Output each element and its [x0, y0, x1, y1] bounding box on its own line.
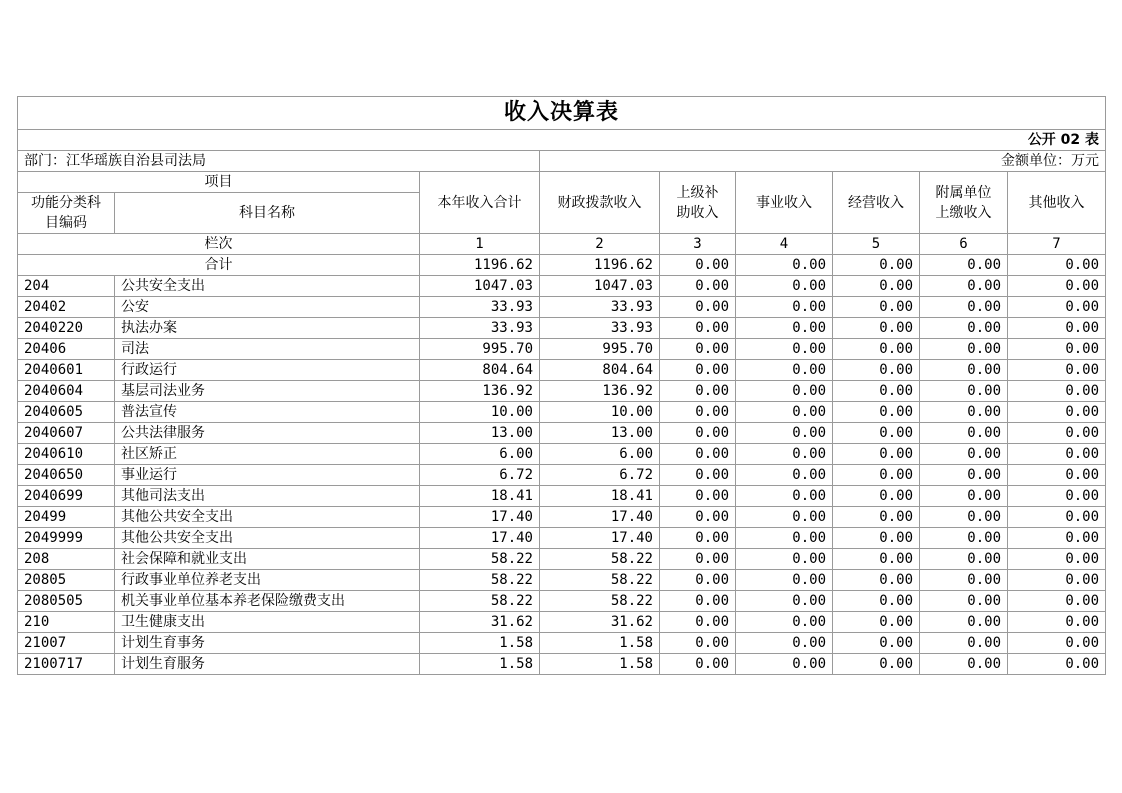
amount-cell: 0.00 — [1008, 486, 1106, 507]
subject-name: 其他司法支出 — [115, 486, 420, 507]
amount-cell: 31.62 — [540, 612, 660, 633]
amount-cell: 0.00 — [833, 528, 920, 549]
total-row — [18, 255, 1106, 276]
amount-cell: 0.00 — [920, 486, 1008, 507]
amount-cell: 58.22 — [540, 549, 660, 570]
amount-cell: 31.62 — [420, 612, 540, 633]
amount-cell: 0.00 — [833, 360, 920, 381]
amount-cell: 58.22 — [420, 570, 540, 591]
column-index: 4 — [736, 234, 833, 255]
amount-cell: 0.00 — [833, 318, 920, 339]
amount-cell: 10.00 — [420, 402, 540, 423]
amount-cell: 58.22 — [420, 549, 540, 570]
amount-cell: 804.64 — [540, 360, 660, 381]
unit-label: 金额单位：万元 — [540, 151, 1106, 172]
table-row — [18, 591, 1106, 612]
table-row — [18, 633, 1106, 654]
amount-cell: 0.00 — [833, 339, 920, 360]
amount-cell: 0.00 — [736, 465, 833, 486]
amount-cell: 0.00 — [1008, 528, 1106, 549]
amount-cell: 0.00 — [736, 633, 833, 654]
amount-cell: 0.00 — [1008, 465, 1106, 486]
amount-cell: 0.00 — [920, 381, 1008, 402]
income-statement-table — [17, 96, 1106, 675]
amount-cell: 58.22 — [540, 570, 660, 591]
amount-cell: 0.00 — [920, 276, 1008, 297]
amount-cell: 0.00 — [736, 549, 833, 570]
table-row — [18, 570, 1106, 591]
function-code: 2080505 — [18, 591, 115, 612]
amount-cell: 0.00 — [920, 591, 1008, 612]
amount-cell: 33.93 — [540, 297, 660, 318]
subject-name: 行政事业单位养老支出 — [115, 570, 420, 591]
amount-cell: 0.00 — [736, 318, 833, 339]
header-subject-name: 科目名称 — [115, 193, 420, 234]
amount-cell: 0.00 — [660, 444, 736, 465]
table-row — [18, 465, 1106, 486]
amount-cell: 18.41 — [420, 486, 540, 507]
amount-cell: 0.00 — [833, 381, 920, 402]
column-index: 6 — [920, 234, 1008, 255]
function-code: 204 — [18, 276, 115, 297]
amount-cell: 33.93 — [420, 318, 540, 339]
amount-cell: 17.40 — [420, 528, 540, 549]
subject-name: 其他公共安全支出 — [115, 528, 420, 549]
amount-cell: 0.00 — [833, 654, 920, 675]
function-code: 208 — [18, 549, 115, 570]
amount-cell: 0.00 — [920, 423, 1008, 444]
column-index: 1 — [420, 234, 540, 255]
amount-cell: 1.58 — [420, 633, 540, 654]
amount-cell: 6.00 — [540, 444, 660, 465]
total-value: 0.00 — [920, 255, 1008, 276]
amount-cell: 0.00 — [736, 444, 833, 465]
amount-cell: 0.00 — [920, 465, 1008, 486]
amount-cell: 0.00 — [660, 591, 736, 612]
amount-cell: 0.00 — [736, 381, 833, 402]
amount-cell: 0.00 — [736, 423, 833, 444]
amount-cell: 0.00 — [833, 465, 920, 486]
total-value: 1196.62 — [420, 255, 540, 276]
column-index: 2 — [540, 234, 660, 255]
table-row — [18, 423, 1106, 444]
amount-cell: 0.00 — [660, 339, 736, 360]
amount-cell: 0.00 — [833, 633, 920, 654]
amount-cell: 0.00 — [660, 549, 736, 570]
table-row — [18, 339, 1106, 360]
function-code: 2040607 — [18, 423, 115, 444]
column-index: 3 — [660, 234, 736, 255]
amount-cell: 0.00 — [736, 612, 833, 633]
amount-cell: 0.00 — [833, 549, 920, 570]
amount-cell: 0.00 — [736, 591, 833, 612]
amount-cell: 136.92 — [420, 381, 540, 402]
amount-cell: 0.00 — [920, 402, 1008, 423]
function-code: 2049999 — [18, 528, 115, 549]
subject-name: 公安 — [115, 297, 420, 318]
header-item: 项目 — [18, 172, 420, 193]
amount-cell: 0.00 — [1008, 654, 1106, 675]
function-code: 20499 — [18, 507, 115, 528]
amount-cell: 0.00 — [833, 423, 920, 444]
amount-cell: 0.00 — [1008, 276, 1106, 297]
amount-cell: 0.00 — [736, 360, 833, 381]
amount-cell: 0.00 — [833, 486, 920, 507]
function-code: 20805 — [18, 570, 115, 591]
amount-cell: 0.00 — [833, 276, 920, 297]
amount-cell: 0.00 — [920, 360, 1008, 381]
amount-cell: 0.00 — [833, 507, 920, 528]
amount-cell: 13.00 — [420, 423, 540, 444]
amount-cell: 18.41 — [540, 486, 660, 507]
amount-cell: 0.00 — [660, 654, 736, 675]
table-row — [18, 654, 1106, 675]
amount-cell: 0.00 — [736, 507, 833, 528]
function-code: 2040601 — [18, 360, 115, 381]
column-index: 7 — [1008, 234, 1106, 255]
amount-cell: 0.00 — [1008, 591, 1106, 612]
amount-cell: 6.72 — [540, 465, 660, 486]
table-row — [18, 360, 1106, 381]
amount-cell: 0.00 — [660, 507, 736, 528]
amount-cell: 0.00 — [920, 549, 1008, 570]
amount-cell: 0.00 — [736, 276, 833, 297]
amount-cell: 804.64 — [420, 360, 540, 381]
amount-cell: 0.00 — [920, 507, 1008, 528]
subject-name: 基层司法业务 — [115, 381, 420, 402]
amount-cell: 0.00 — [833, 570, 920, 591]
amount-cell: 0.00 — [920, 297, 1008, 318]
subject-name: 司法 — [115, 339, 420, 360]
amount-cell: 0.00 — [736, 528, 833, 549]
amount-cell: 0.00 — [920, 444, 1008, 465]
table-row — [18, 507, 1106, 528]
subject-name: 社会保障和就业支出 — [115, 549, 420, 570]
amount-cell: 0.00 — [833, 402, 920, 423]
amount-cell: 17.40 — [540, 507, 660, 528]
amount-cell: 1.58 — [540, 633, 660, 654]
subject-name: 公共安全支出 — [115, 276, 420, 297]
amount-cell: 0.00 — [660, 297, 736, 318]
amount-cell: 0.00 — [736, 297, 833, 318]
table-row — [18, 381, 1106, 402]
amount-cell: 0.00 — [736, 339, 833, 360]
amount-cell: 0.00 — [920, 570, 1008, 591]
function-code: 2040220 — [18, 318, 115, 339]
department-label: 部门：江华瑶族自治县司法局 — [18, 151, 540, 172]
table-row — [18, 276, 1106, 297]
subject-name: 机关事业单位基本养老保险缴费支出 — [115, 591, 420, 612]
amount-cell: 0.00 — [660, 528, 736, 549]
amount-cell: 0.00 — [660, 360, 736, 381]
amount-cell: 0.00 — [660, 318, 736, 339]
amount-cell: 0.00 — [1008, 507, 1106, 528]
table-row — [18, 549, 1106, 570]
table-row — [18, 528, 1106, 549]
amount-cell: 0.00 — [1008, 381, 1106, 402]
amount-cell: 17.40 — [540, 528, 660, 549]
form-number: 公开 02 表 — [18, 130, 1106, 151]
function-code: 21007 — [18, 633, 115, 654]
amount-cell: 0.00 — [660, 402, 736, 423]
subject-name: 事业运行 — [115, 465, 420, 486]
amount-cell: 1.58 — [420, 654, 540, 675]
amount-cell: 0.00 — [1008, 339, 1106, 360]
total-value: 0.00 — [833, 255, 920, 276]
amount-cell: 0.00 — [660, 570, 736, 591]
header-business-income: 事业收入 — [736, 172, 833, 234]
amount-cell: 0.00 — [736, 402, 833, 423]
subject-name: 社区矫正 — [115, 444, 420, 465]
function-code: 2040650 — [18, 465, 115, 486]
subject-name: 公共法律服务 — [115, 423, 420, 444]
amount-cell: 1.58 — [540, 654, 660, 675]
amount-cell: 995.70 — [540, 339, 660, 360]
amount-cell: 0.00 — [1008, 549, 1106, 570]
total-value: 1196.62 — [540, 255, 660, 276]
total-value: 0.00 — [736, 255, 833, 276]
amount-cell: 10.00 — [540, 402, 660, 423]
header-other-income: 其他收入 — [1008, 172, 1106, 234]
amount-cell: 58.22 — [540, 591, 660, 612]
amount-cell: 0.00 — [660, 276, 736, 297]
table-row — [18, 444, 1106, 465]
amount-cell: 0.00 — [1008, 444, 1106, 465]
subject-name: 卫生健康支出 — [115, 612, 420, 633]
amount-cell: 0.00 — [833, 591, 920, 612]
function-code: 2040604 — [18, 381, 115, 402]
amount-cell: 58.22 — [420, 591, 540, 612]
amount-cell: 0.00 — [1008, 423, 1106, 444]
amount-cell: 0.00 — [736, 570, 833, 591]
amount-cell: 1047.03 — [420, 276, 540, 297]
amount-cell: 0.00 — [660, 633, 736, 654]
amount-cell: 1047.03 — [540, 276, 660, 297]
amount-cell: 0.00 — [736, 486, 833, 507]
amount-cell: 0.00 — [1008, 318, 1106, 339]
header-superior-subsidy: 上级补 助收入 — [660, 172, 736, 234]
amount-cell: 0.00 — [1008, 360, 1106, 381]
amount-cell: 995.70 — [420, 339, 540, 360]
amount-cell: 0.00 — [660, 612, 736, 633]
amount-cell: 0.00 — [660, 465, 736, 486]
subject-name: 计划生育服务 — [115, 654, 420, 675]
amount-cell: 6.72 — [420, 465, 540, 486]
page-title: 收入决算表 — [18, 97, 1106, 130]
amount-cell: 136.92 — [540, 381, 660, 402]
amount-cell: 0.00 — [920, 318, 1008, 339]
amount-cell: 0.00 — [1008, 612, 1106, 633]
table-row — [18, 297, 1106, 318]
amount-cell: 0.00 — [833, 297, 920, 318]
amount-cell: 0.00 — [920, 528, 1008, 549]
header-function-code: 功能分类科 目编码 — [18, 193, 115, 234]
amount-cell: 0.00 — [833, 444, 920, 465]
amount-cell: 0.00 — [736, 654, 833, 675]
total-value: 0.00 — [660, 255, 736, 276]
table-row — [18, 402, 1106, 423]
column-index-label: 栏次 — [18, 234, 420, 255]
amount-cell: 0.00 — [1008, 297, 1106, 318]
table-row — [18, 318, 1106, 339]
function-code: 2040605 — [18, 402, 115, 423]
amount-cell: 6.00 — [420, 444, 540, 465]
header-total-income: 本年收入合计 — [420, 172, 540, 234]
amount-cell: 0.00 — [660, 381, 736, 402]
amount-cell: 0.00 — [920, 633, 1008, 654]
amount-cell: 0.00 — [1008, 402, 1106, 423]
subject-name: 其他公共安全支出 — [115, 507, 420, 528]
amount-cell: 0.00 — [1008, 633, 1106, 654]
amount-cell: 33.93 — [420, 297, 540, 318]
function-code: 2040610 — [18, 444, 115, 465]
amount-cell: 0.00 — [660, 423, 736, 444]
total-value: 0.00 — [1008, 255, 1106, 276]
subject-name: 执法办案 — [115, 318, 420, 339]
table-row — [18, 486, 1106, 507]
table-row — [18, 612, 1106, 633]
total-label: 合计 — [18, 255, 420, 276]
column-index: 5 — [833, 234, 920, 255]
function-code: 20402 — [18, 297, 115, 318]
header-operating-income: 经营收入 — [833, 172, 920, 234]
function-code: 210 — [18, 612, 115, 633]
amount-cell: 13.00 — [540, 423, 660, 444]
subject-name: 计划生育事务 — [115, 633, 420, 654]
amount-cell: 0.00 — [920, 339, 1008, 360]
function-code: 20406 — [18, 339, 115, 360]
amount-cell: 33.93 — [540, 318, 660, 339]
header-fiscal-income: 财政拨款收入 — [540, 172, 660, 234]
amount-cell: 0.00 — [660, 486, 736, 507]
subject-name: 行政运行 — [115, 360, 420, 381]
subject-name: 普法宣传 — [115, 402, 420, 423]
amount-cell: 0.00 — [920, 654, 1008, 675]
function-code: 2040699 — [18, 486, 115, 507]
amount-cell: 17.40 — [420, 507, 540, 528]
amount-cell: 0.00 — [1008, 570, 1106, 591]
function-code: 2100717 — [18, 654, 115, 675]
amount-cell: 0.00 — [833, 612, 920, 633]
amount-cell: 0.00 — [920, 612, 1008, 633]
header-affiliated-income: 附属单位 上缴收入 — [920, 172, 1008, 234]
